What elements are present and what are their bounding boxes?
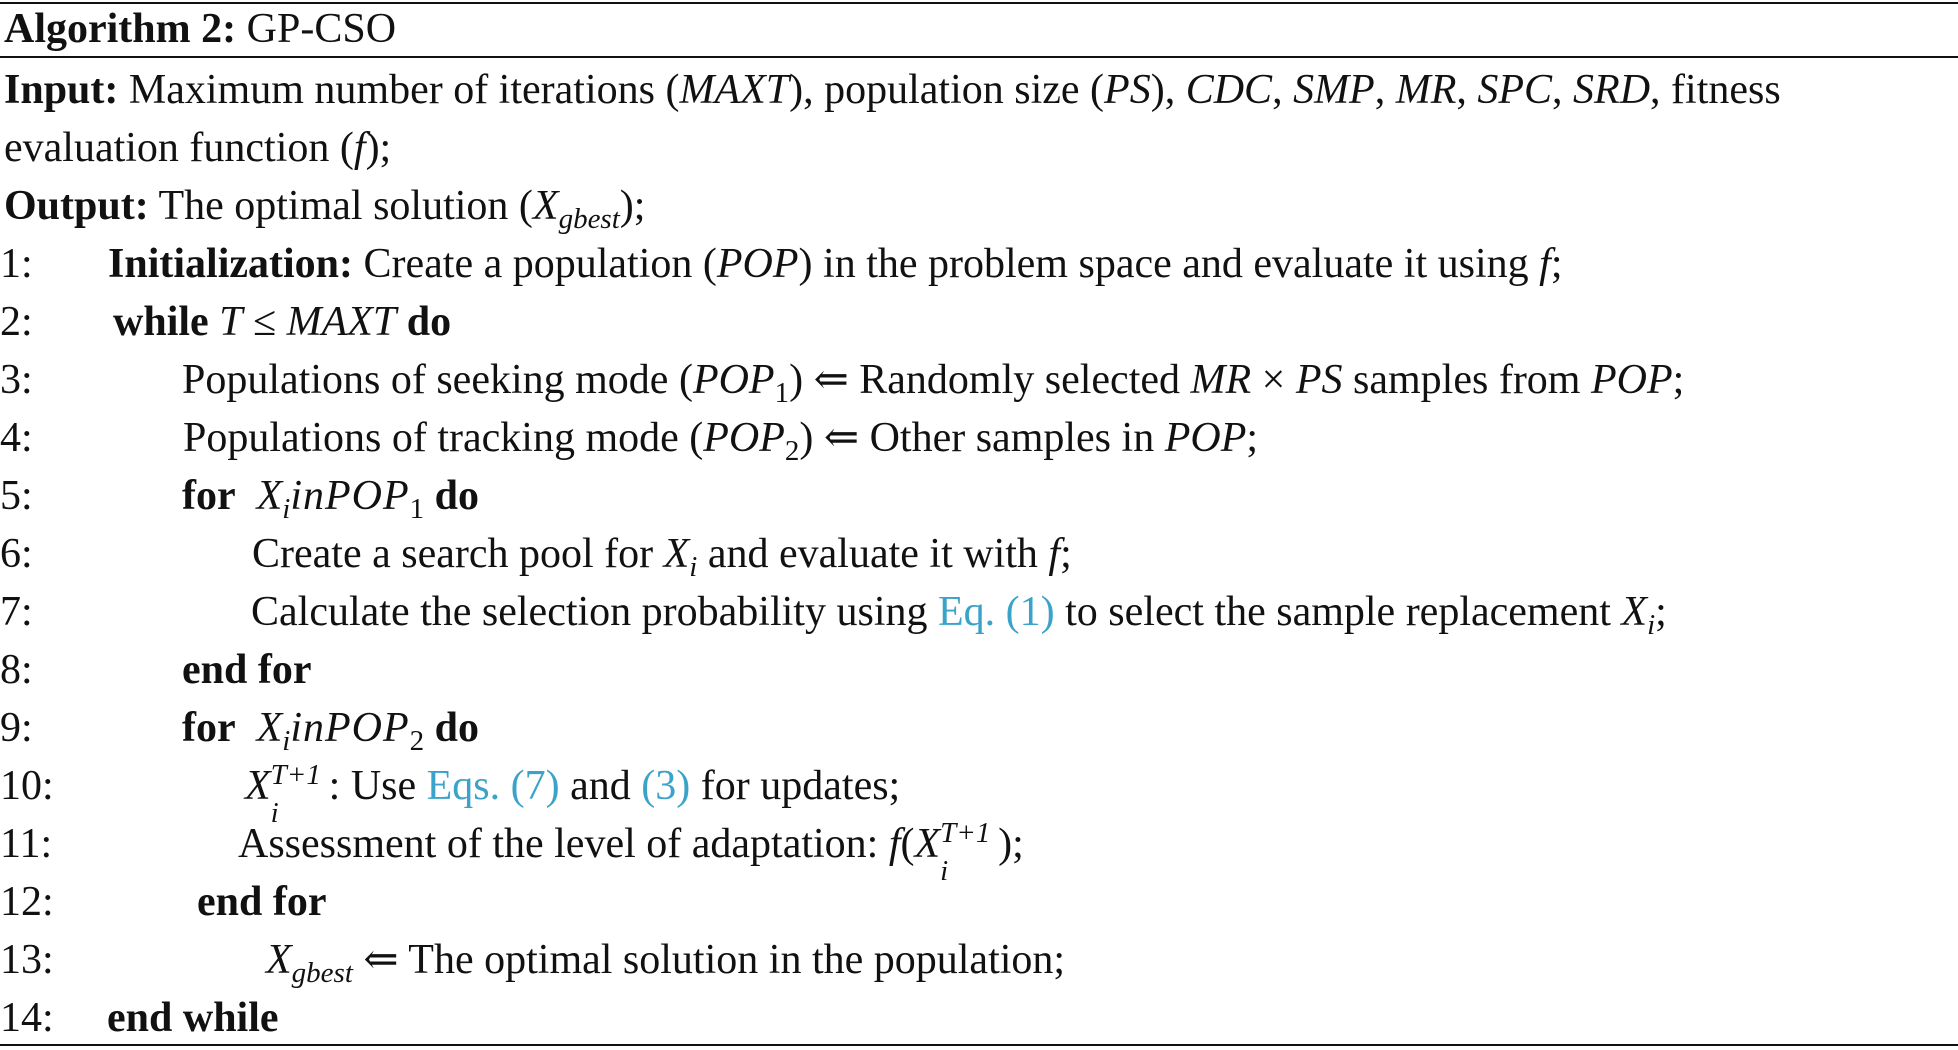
ps-symbol: PS bbox=[1104, 67, 1151, 113]
step-text: ) in the problem space and evaluate it using bbox=[798, 241, 1540, 287]
step-text: for updates; bbox=[690, 763, 901, 809]
step-number: 5: bbox=[0, 473, 33, 519]
pop-symbol: POP bbox=[1590, 357, 1673, 403]
x-symbol: X bbox=[663, 531, 690, 577]
step-text: ; bbox=[1672, 357, 1685, 403]
step-text: ⇐ The optimal solution in the population; bbox=[352, 937, 1066, 983]
input-text: ), population size ( bbox=[789, 67, 1105, 113]
eq-1-link[interactable]: Eq. (1) bbox=[938, 589, 1055, 635]
i-subscript: i bbox=[689, 551, 698, 583]
while-keyword: while bbox=[113, 299, 209, 345]
f-symbol: f bbox=[1539, 241, 1551, 287]
output-label: Output: bbox=[4, 183, 149, 229]
header-rule bbox=[0, 56, 1958, 58]
i-subscript: i bbox=[1647, 609, 1656, 641]
eq-3-link[interactable]: (3) bbox=[641, 763, 691, 809]
step-text: ) ⇐ Other samples in bbox=[799, 415, 1165, 461]
i-subscript: i bbox=[282, 725, 291, 757]
ps-symbol: PS bbox=[1295, 357, 1343, 403]
step-text: ; bbox=[1550, 241, 1563, 287]
input-label: Input: bbox=[4, 67, 119, 113]
x-symbol: X bbox=[532, 183, 559, 229]
pop-symbol: POP bbox=[1164, 415, 1247, 461]
pop-symbol: POP bbox=[716, 241, 799, 287]
step-number: 6: bbox=[0, 531, 33, 577]
step-text: samples from bbox=[1342, 357, 1591, 403]
step-text: ; bbox=[1060, 531, 1072, 577]
step-number: 11: bbox=[0, 821, 53, 867]
maxt-symbol: MAXT bbox=[679, 67, 790, 113]
gbest-subscript: gbest bbox=[558, 203, 620, 235]
in-pop-symbol: inPOP bbox=[290, 473, 410, 519]
end-for-keyword: end for bbox=[182, 647, 312, 693]
subscript: 2 bbox=[784, 435, 800, 467]
step-number: 10: bbox=[0, 763, 54, 809]
step-number: 9: bbox=[0, 705, 33, 751]
step-text: ) ⇐ Randomly selected bbox=[789, 357, 1191, 403]
gbest-subscript: gbest bbox=[291, 957, 353, 989]
t-symbol: T bbox=[219, 299, 243, 345]
step-text: ; bbox=[1655, 589, 1667, 635]
step-number: 13: bbox=[0, 937, 54, 983]
step-text: : Use bbox=[328, 763, 427, 809]
step-text: ); bbox=[998, 821, 1024, 867]
mr-symbol: MR bbox=[1190, 357, 1252, 403]
step-text: to select the sample replacement bbox=[1054, 589, 1622, 635]
do-keyword: do bbox=[434, 473, 480, 519]
algorithm-label: Algorithm 2: bbox=[4, 6, 237, 52]
end-while-keyword: end while bbox=[107, 995, 279, 1041]
input-text: Maximum number of iterations ( bbox=[128, 67, 680, 113]
step-number: 2: bbox=[0, 299, 33, 345]
f-symbol: f bbox=[888, 821, 901, 867]
step-text: Create a search pool for bbox=[252, 531, 664, 577]
step-number: 4: bbox=[0, 415, 33, 461]
step-text: and evaluate it with bbox=[697, 531, 1049, 577]
cdc-symbol: CDC bbox=[1185, 67, 1273, 113]
mr-symbol: MR bbox=[1395, 67, 1457, 113]
step-text: Calculate the selection probability using bbox=[251, 589, 938, 635]
subscript: 1 bbox=[774, 377, 790, 409]
maxt-symbol: MAXT bbox=[286, 299, 397, 345]
for-keyword: for bbox=[182, 473, 236, 519]
x-symbol: X bbox=[266, 937, 292, 983]
algorithm-box: Algorithm 2: GP-CSO Input: Maximum number of iterations (MAXT), population size (PS), CDC, SMP, MR, SPC, SRD, fitness evaluation function (f); Output: The optimal solution $(X_{gbest})$; 1: Initialization: Create a population (POP) in the problem space and evaluate it using f; 2: while T ≤ MAXT do 3: Populations of seeking mode $(POP_1)$ ⇐ Randomly selected MR × PS samples from POP; 4: Populations of tracking mode $(POP_2)$ ⇐ Other samples in POP; 5: for $X_iinPOP_1$ do 6: Create a search pool for $X_i$ and evaluate it with f; 7: Calculate the selection probability using Eq. (1) to select the sample replacement $X_i$; 8: end for 9: for $X_iinPOP_2$ do 10: X T+1 i : Use Eqs. (7) and (3) for updates; 11: Assessment of the level of adaptation: f(X T+1 i ); 12: end for 13: $X_{gbest}$ ⇐ The optimal solution in the population; 14: end while bbox=[0, 0, 1958, 1050]
paren: ( bbox=[900, 821, 915, 867]
subscript: 2 bbox=[409, 725, 425, 757]
x-symbol: X bbox=[256, 705, 283, 751]
step-number: 8: bbox=[0, 647, 33, 693]
input-text: evaluation function ( bbox=[4, 125, 354, 171]
times-symbol: × bbox=[1251, 357, 1296, 403]
step-number: 3: bbox=[0, 357, 33, 403]
bottom-rule bbox=[0, 1044, 1958, 1046]
f-symbol: f bbox=[353, 125, 366, 171]
f-symbol: f bbox=[1048, 531, 1061, 577]
step-number: 12: bbox=[0, 879, 54, 925]
in-pop-symbol: inPOP bbox=[290, 705, 410, 751]
x-symbol: X bbox=[245, 763, 271, 809]
x-symbol: X bbox=[1621, 589, 1648, 635]
le-symbol: ≤ bbox=[242, 299, 287, 345]
initialization-keyword: Initialization: bbox=[108, 241, 354, 287]
do-keyword: do bbox=[434, 705, 480, 751]
i-subscript: i bbox=[282, 493, 291, 525]
eq-7-link[interactable]: Eqs. (7) bbox=[426, 763, 560, 809]
pop-symbol: POP bbox=[692, 357, 775, 403]
input-text: ); bbox=[365, 125, 392, 171]
step-text: Populations of seeking mode ( bbox=[182, 357, 693, 403]
smp-symbol: SMP bbox=[1293, 67, 1375, 113]
do-keyword: do bbox=[406, 299, 452, 345]
step-text: Populations of tracking mode ( bbox=[183, 415, 704, 461]
output-text: ); bbox=[619, 183, 646, 229]
srd-symbol: SRD bbox=[1573, 67, 1651, 113]
for-keyword: for bbox=[182, 705, 236, 751]
end-for-keyword: end for bbox=[197, 879, 327, 925]
output-text: The optimal solution ( bbox=[158, 183, 533, 229]
step-text: Assessment of the level of adaptation: bbox=[238, 821, 889, 867]
step-text: Create a population ( bbox=[353, 241, 717, 287]
spc-symbol: SPC bbox=[1477, 67, 1553, 113]
pop-symbol: POP bbox=[703, 415, 785, 461]
input-text: , fitness bbox=[1650, 67, 1781, 113]
step-number: 1: bbox=[0, 241, 33, 287]
x-symbol: X bbox=[256, 473, 283, 519]
subscript: 1 bbox=[409, 493, 425, 525]
x-symbol: X bbox=[914, 821, 941, 867]
step-text: ; bbox=[1246, 415, 1259, 461]
algorithm-name: GP-CSO bbox=[246, 6, 397, 52]
step-number: 7: bbox=[0, 589, 33, 635]
step-text: and bbox=[559, 763, 642, 809]
input-text: ), bbox=[1150, 67, 1186, 113]
step-number: 14: bbox=[0, 995, 54, 1041]
